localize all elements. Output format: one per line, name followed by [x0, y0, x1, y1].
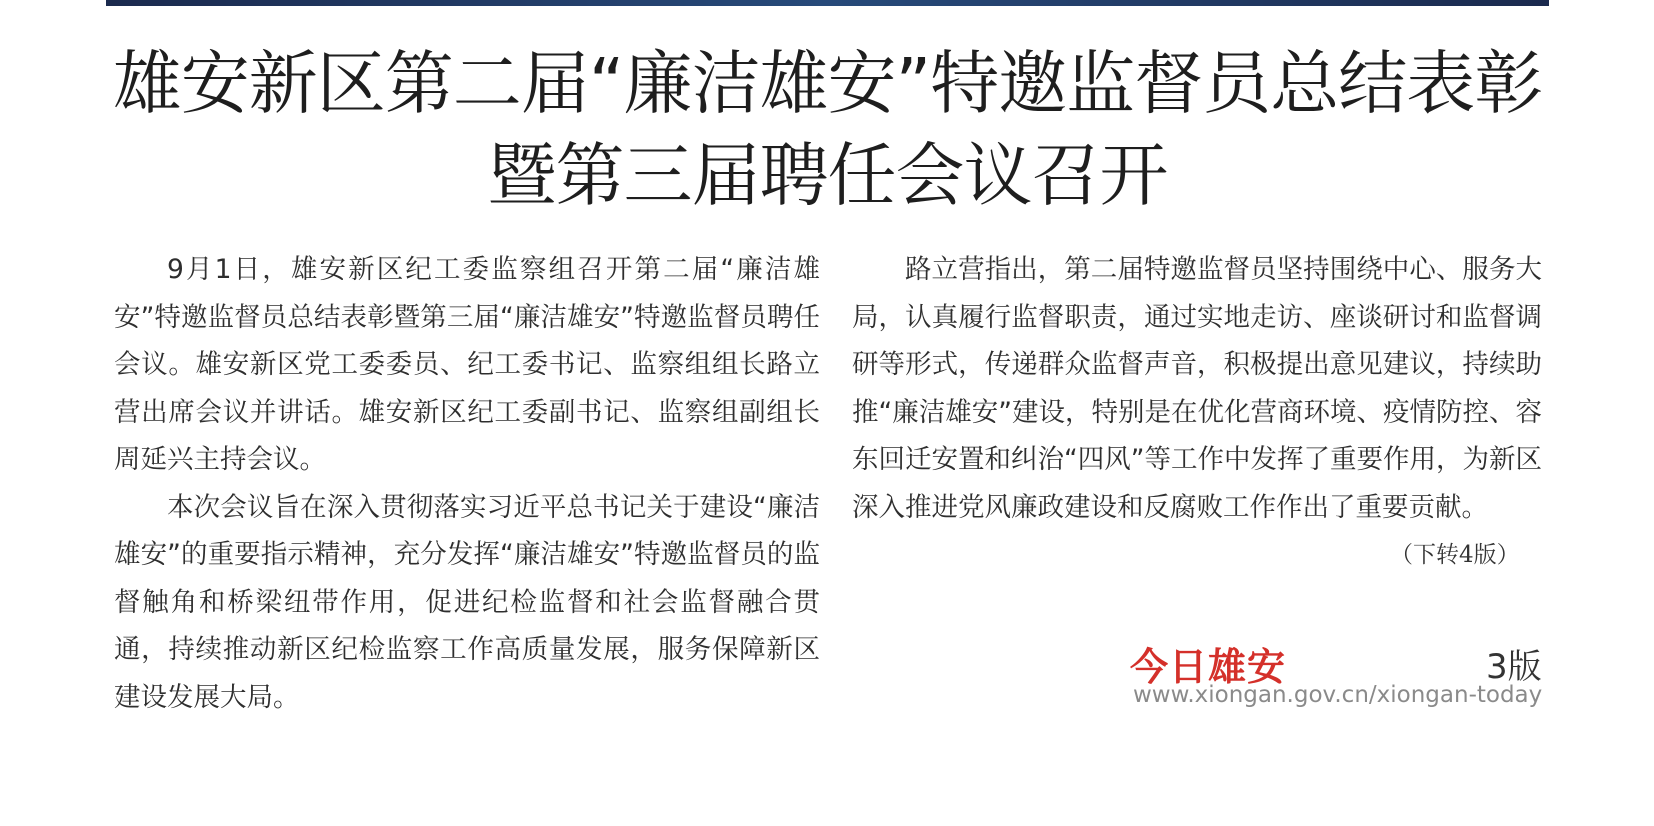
article-paragraph: 9月1日，雄安新区纪工委监察组召开第二届“廉洁雄安”特邀监督员总结表彰暨第三届“廉洁雄安”特邀监督员聘任会议。雄安新区党工委委员、纪工委书记、监察组组长路立营出席会议并讲话。雄安新区纪工委副书记、监察组副组长周延兴主持会议。 [114, 254, 820, 475]
article-left-column [114, 246, 820, 721]
headline-line-2: 暨第三届聘任会议召开 [487, 136, 1168, 216]
website-url[interactable]: www.xiongan.gov.cn/xiongan-today [1133, 682, 1543, 708]
article-right-column [852, 246, 1542, 531]
headline-line-1: 雄安新区第二届“廉洁雄安”特邀监督员总结表彰 [112, 44, 1543, 124]
article-paragraph: 路立营指出，第二届特邀监督员坚持围绕中心、服务大局，认真履行监督职责，通过实地走访、座谈研讨和监督调研等形式，传递群众监督声音，积极提出意见建议，持续助推“廉洁雄安”建设，特别是在优化营商环境、疫情防控、容东回迁安置和纠治“四风”等工作中发挥了重要作用，为新区深入推进党风廉政建设和反腐败工作作出了重要贡献。 [852, 254, 1542, 523]
article-headline [100, 38, 1555, 222]
continued-on-page-note: （下转4版） [1390, 542, 1520, 568]
page-number: 3版 [1486, 647, 1542, 687]
newspaper-masthead-logo: 今日雄安 [1130, 644, 1287, 689]
article-paragraph: 本次会议旨在深入贯彻落实习近平总书记关于建设“廉洁雄安”的重要指示精神，充分发挥“廉洁雄安”特邀监督员的监督触角和桥梁纽带作用，促进纪检监督和社会监督融合贯通，持续推动新区纪检监察工作高质量发展，服务保障新区建设发展大局。 [114, 491, 820, 713]
top-decorative-bar [106, 0, 1549, 6]
